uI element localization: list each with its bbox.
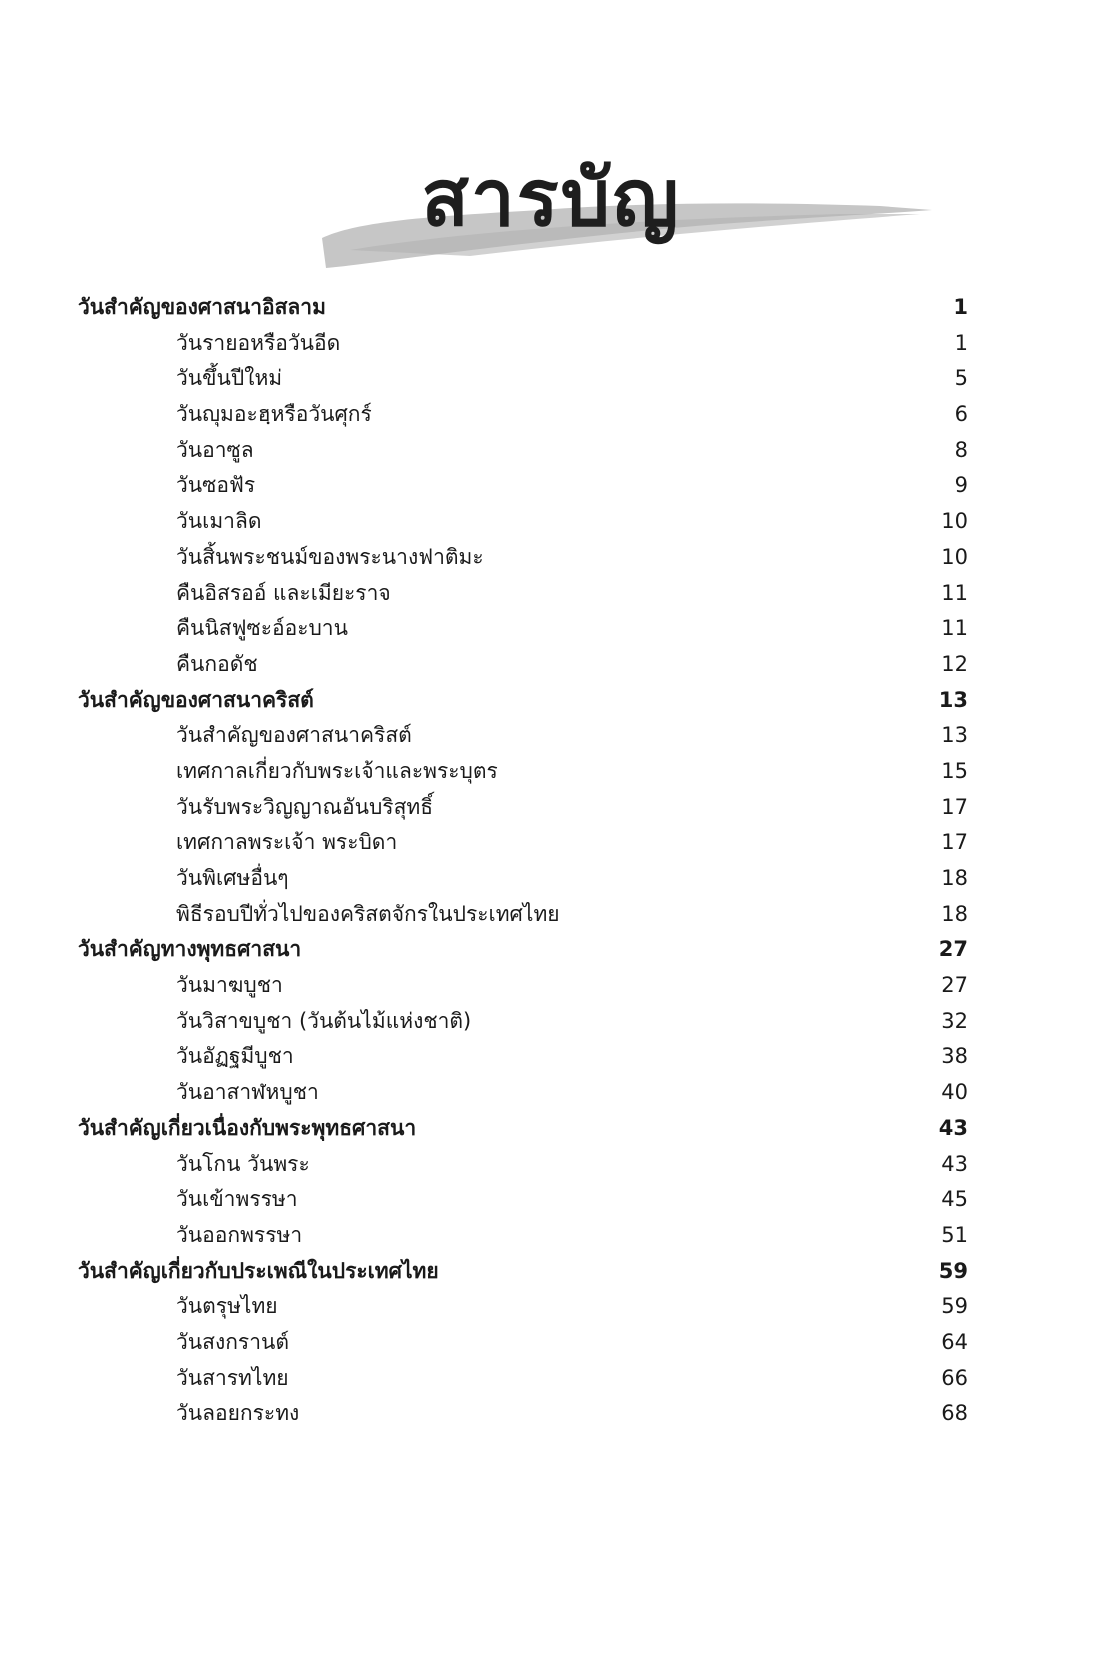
toc-item-label: วันรับพระวิญญาณอันบริสุทธิ์ [176,794,434,819]
toc-item-row[interactable] [78,326,968,362]
toc-item-row[interactable] [78,1075,968,1111]
toc-section-title: วันสำคัญทางพุทธศาสนา [78,937,302,962]
toc-item-page: 15 [941,758,968,783]
toc-item-label: วันรายอหรือวันอีด [176,330,341,355]
toc-item-label: วันอาสาฬหบูชา [176,1080,319,1105]
toc-item-row[interactable] [78,897,968,933]
toc-item-page: 64 [941,1329,968,1354]
toc-section-page: 43 [938,1115,968,1140]
toc-item-page: 18 [941,866,968,890]
toc-item-row[interactable] [78,1361,968,1397]
toc-item-row[interactable] [78,1325,968,1361]
toc-item-row[interactable] [78,968,968,1004]
toc-item-row[interactable] [78,718,968,754]
table-of-contents [78,290,968,1432]
toc-item-label: วันเข้าพรรษา [176,1187,298,1212]
toc-section-row[interactable] [78,683,968,719]
toc-item-row[interactable] [78,1039,968,1075]
toc-section-title: วันสำคัญเกี่ยวเนื่องกับพระพุทธศาสนา [78,1115,417,1140]
toc-item-page: 10 [941,544,968,569]
toc-item-page: 17 [941,794,968,819]
toc-item-row[interactable] [78,754,968,790]
toc-item-page: 18 [941,901,968,926]
toc-item-page: 11 [941,616,968,641]
toc-item-label: วันตรุษไทย [176,1294,278,1319]
toc-item-page: 6 [954,402,968,427]
toc-item-label: วันญุมอะฮฺหรือวันศุกร์ [176,402,372,427]
toc-item-page: 32 [941,1008,968,1033]
toc-item-label: วันสำคัญของศาสนาคริสต์ [176,723,412,748]
toc-item-page: 38 [941,1044,968,1069]
toc-item-row[interactable] [78,790,968,826]
toc-item-page: 11 [941,580,968,605]
toc-item-row[interactable] [78,647,968,683]
toc-item-row[interactable] [78,1004,968,1040]
toc-item-page: 13 [941,723,968,748]
toc-section-title: วันสำคัญเกี่ยวกับประเพณีในประเทศไทย [78,1258,439,1283]
toc-item-label: เทศกาลเกี่ยวกับพระเจ้าและพระบุตร [176,758,498,783]
toc-item-page: 66 [941,1365,968,1390]
toc-item-page: 8 [954,437,968,462]
toc-item-page: 9 [954,473,968,498]
toc-item-page: 10 [941,509,968,534]
toc-item-page: 68 [941,1401,968,1426]
toc-item-page: 12 [941,651,968,676]
toc-item-row[interactable] [78,433,968,469]
toc-item-page: 27 [941,973,968,998]
toc-item-label: วันโกน วันพระ [176,1151,310,1176]
toc-item-row[interactable] [78,1289,968,1325]
toc-section-row[interactable] [78,1111,968,1147]
title-area [0,140,1102,280]
toc-item-page: 40 [941,1080,968,1105]
toc-item-row[interactable] [78,1182,968,1218]
toc-item-label: วันมาฆบูชา [176,973,283,998]
toc-item-label: คืนนิสฟูซะอ์อะบาน [176,616,348,641]
toc-item-label: วันสิ้นพระชนม์ของพระนางฟาติมะ [176,544,484,569]
toc-item-page: 17 [941,830,968,855]
toc-item-label: วันออกพรรษา [176,1222,303,1247]
toc-item-label: วันสารทไทย [176,1365,289,1390]
toc-item-label: วันพิเศษอื่นๆ [176,866,289,890]
toc-section-page: 27 [938,937,968,962]
toc-item-page: 45 [941,1187,968,1212]
toc-section-row[interactable] [78,290,968,326]
toc-item-label: วันวิสาขบูชา (วันต้นไม้แห่งชาติ) [176,1008,472,1033]
toc-section-title: วันสำคัญของศาสนาคริสต์ [78,687,314,712]
toc-item-page: 5 [954,366,968,391]
toc-item-page: 51 [941,1222,968,1247]
toc-item-row[interactable] [78,397,968,433]
toc-item-label: คืนกอดัช [176,651,258,676]
toc-item-label: วันสงกรานต์ [176,1329,289,1354]
toc-item-label: วันอาซูล [176,437,254,462]
toc-item-label: วันซอฟัร [176,473,256,498]
toc-item-row[interactable] [78,1218,968,1254]
toc-item-row[interactable] [78,504,968,540]
toc-item-row[interactable] [78,540,968,576]
toc-item-label: วันอัฏฐมีบูชา [176,1044,294,1069]
toc-item-label: คืนอิสรออ์ และเมียะราจ [176,580,391,605]
toc-item-label: วันขึ้นปีใหม่ [176,366,283,391]
toc-item-page: 59 [941,1294,968,1319]
toc-item-label: วันลอยกระทง [176,1401,300,1426]
toc-item-row[interactable] [78,1396,968,1432]
toc-item-label: เทศกาลพระเจ้า พระบิดา [176,830,398,855]
toc-item-page: 43 [941,1151,968,1176]
toc-section-row[interactable] [78,932,968,968]
toc-item-page: 1 [954,330,968,355]
toc-item-row[interactable] [78,361,968,397]
toc-section-title: วันสำคัญของศาสนาอิสลาม [78,295,326,319]
toc-section-page: 13 [938,687,968,712]
toc-item-row[interactable] [78,861,968,897]
toc-item-row[interactable] [78,576,968,612]
toc-item-label: พิธีรอบปีทั่วไปของคริสตจักรในประเทศไทย [176,901,560,926]
toc-item-row[interactable] [78,468,968,504]
toc-section-row[interactable] [78,1254,968,1290]
toc-item-row[interactable] [78,825,968,861]
page-title: สารบัญ [421,154,681,244]
toc-section-page: 59 [938,1258,968,1283]
toc-item-row[interactable] [78,611,968,647]
toc-item-row[interactable] [78,1147,968,1183]
toc-section-page: 1 [953,295,968,319]
toc-item-label: วันเมาลิด [176,509,262,534]
